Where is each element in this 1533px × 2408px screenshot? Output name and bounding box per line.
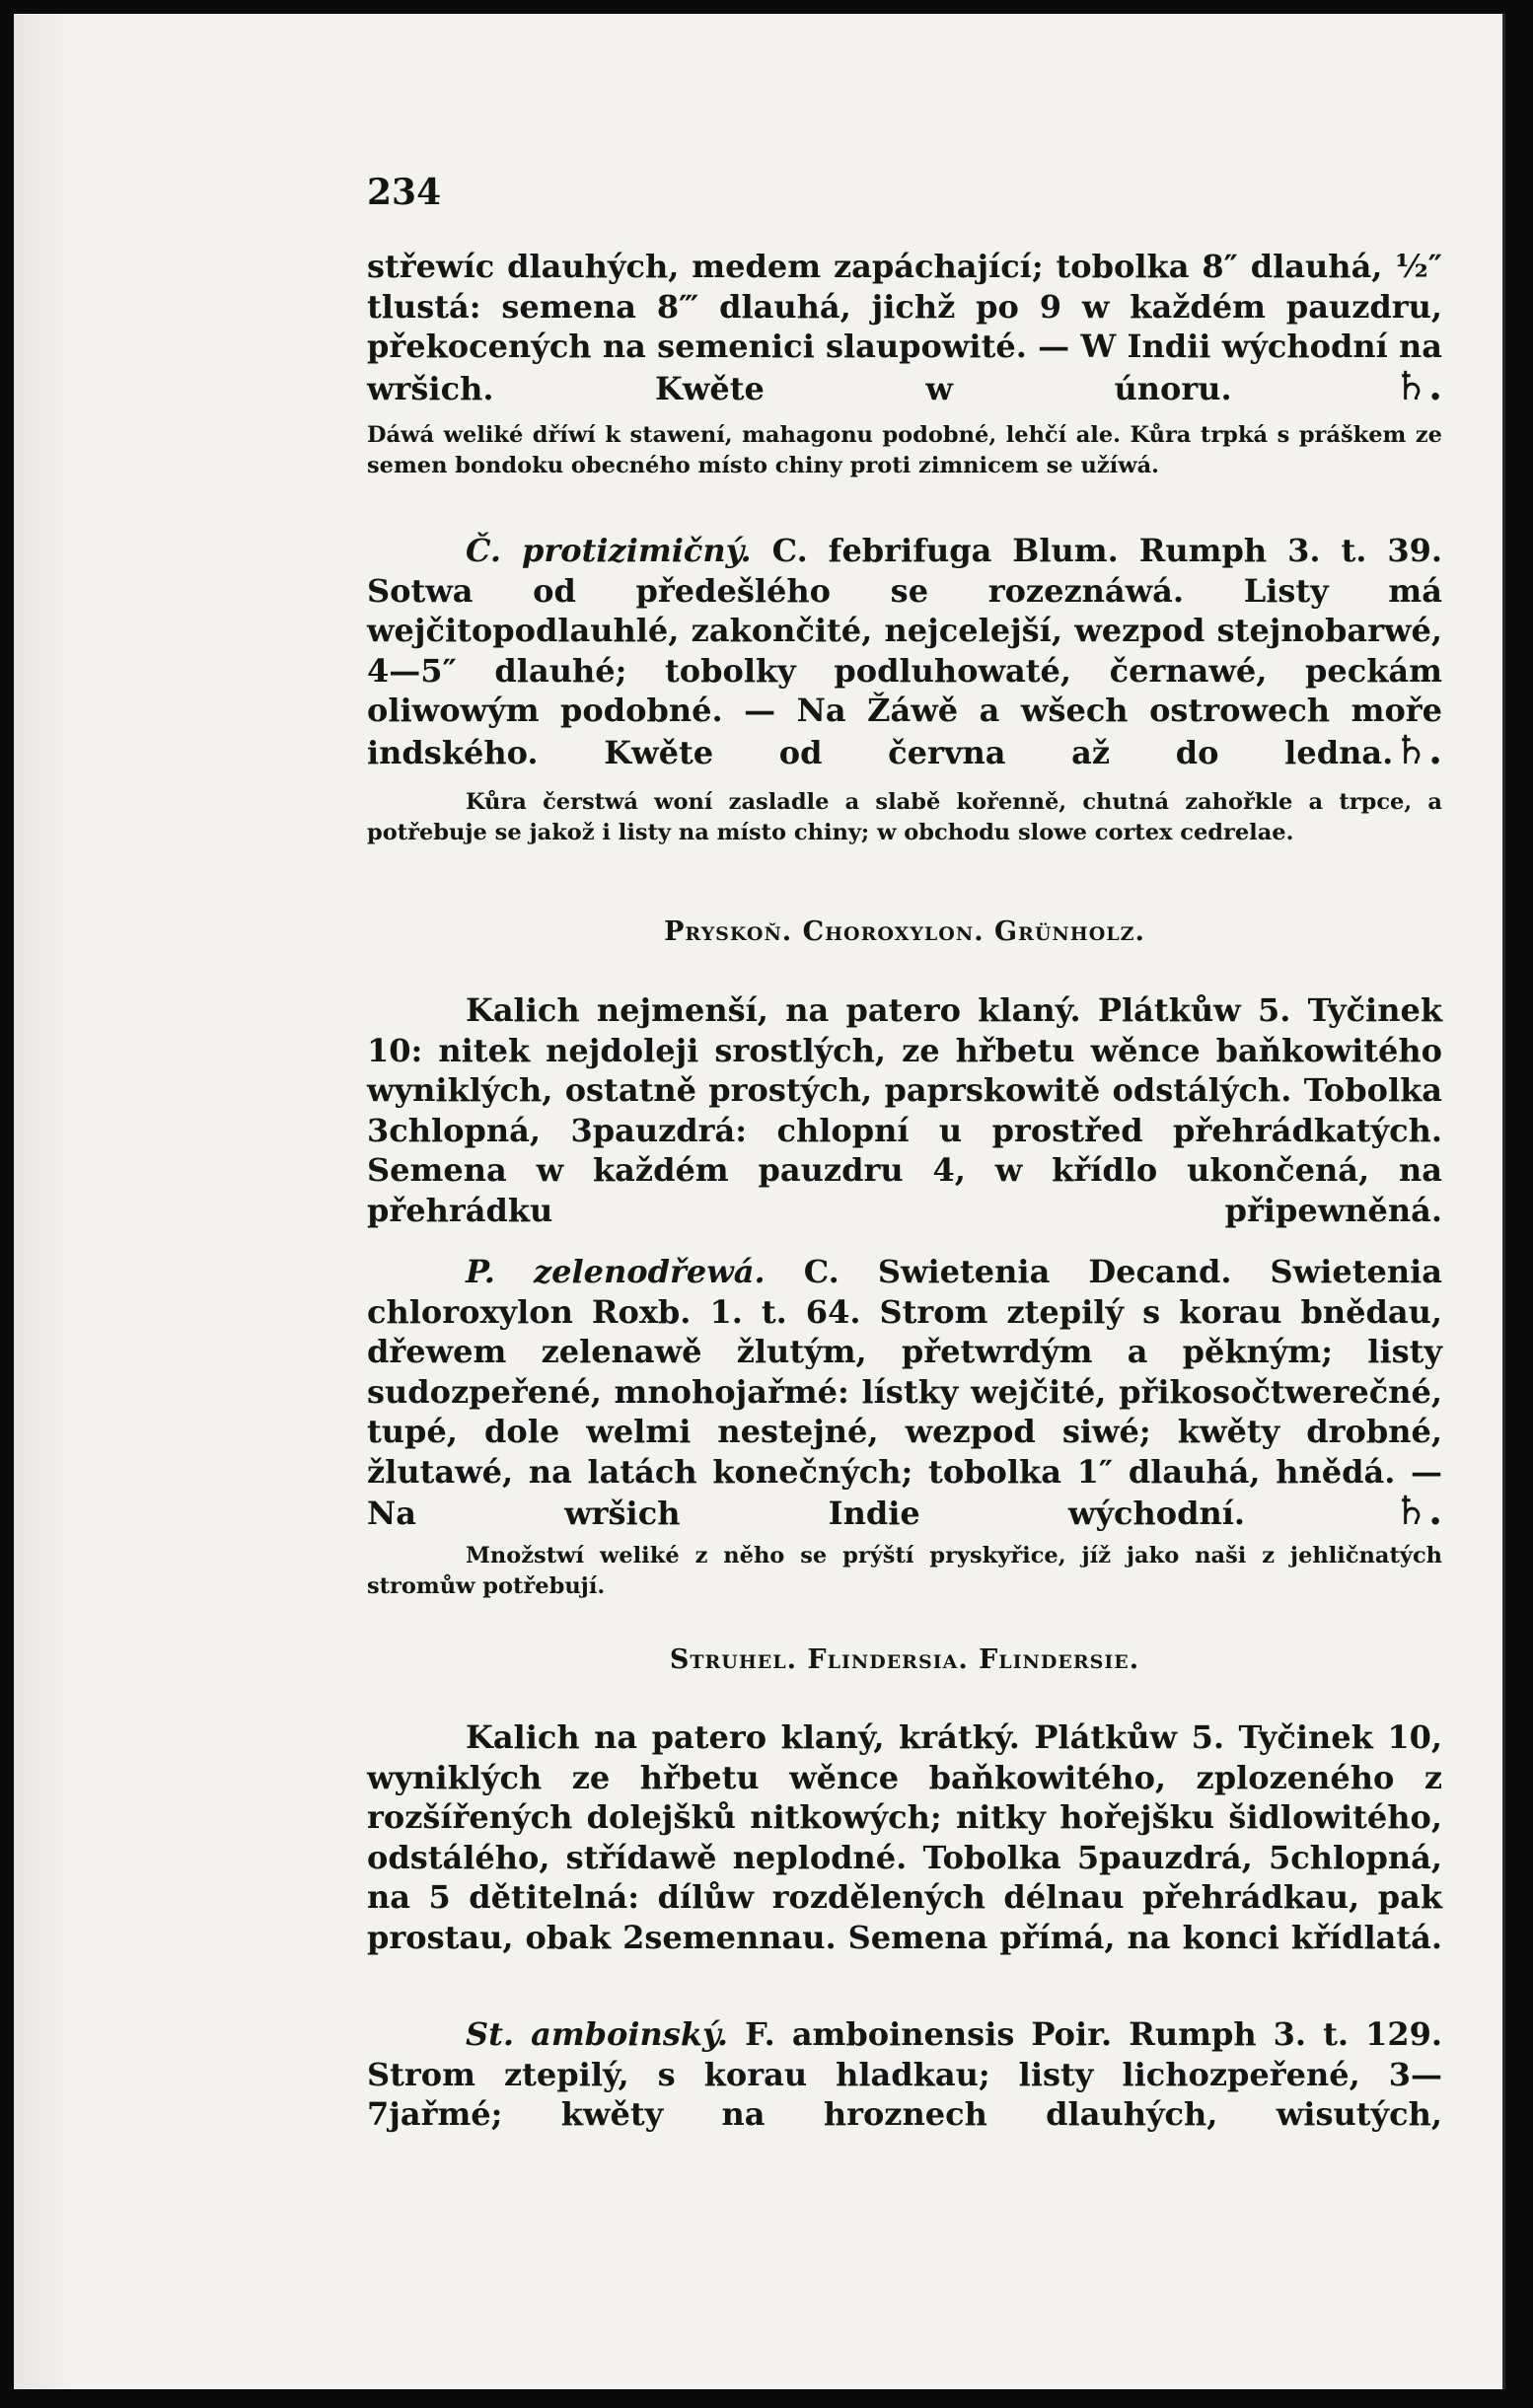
- paragraph-continuation: [367, 247, 1442, 408]
- species-description: C. Swietenia Decand. Swietenia chloroxylon Roxb. 1. t. 64. Strom ztepilý s korau bnědau, dřewem zelenawě žlutým, přetwrdým a pěkným; listy sudozpeřené, mnohojařmé: lístky wejčité, přikosočtwerečné, tupé, dole welmi nestejné, wezpod siwé; kwěty drobné, žlutawé, na latách konečných; tobolka 1″ dlauhá, hnědá. — Na wršich Indie wýchodní.: [367, 1253, 1443, 1532]
- note-pryskyrice: Množstwí weliké z něho se prýští pryskyřice, jíž jako naši z jehličnatých stromůw potřebují.: [367, 1543, 1442, 1599]
- genus-heading-pryskon: Pryskoň. Choroxylon. Grünholz.: [664, 916, 1145, 947]
- species-name: St. amboinský.: [466, 2015, 729, 2053]
- species-entry-amboinsky: [367, 2014, 1442, 2135]
- species-description: F. amboinensis Poir. Rumph 3. t. 129. Strom ztepilý, s korau hladkau; listy lichozpeřené, 3—7jařmé; kwěty na hroznech dlauhých, wisutých,: [367, 2015, 1443, 2133]
- page-edge-shadow: [14, 14, 73, 2389]
- book-page: [14, 14, 1505, 2389]
- note-cortex-cedrelae: Kůra čerstwá woní zasladle a slabě kořenně, chutná zahořkle a trpce, a potřebuje se jakož i listy na místo chiny; w obchodu slowe cortex cedrelae.: [367, 789, 1442, 845]
- species-name: Č. protizimičný.: [466, 532, 752, 569]
- shrub-symbol: ♄.: [1393, 726, 1442, 773]
- shrub-symbol: ♄.: [1393, 1488, 1443, 1534]
- species-entry-zelenodrewa: [367, 1252, 1442, 1534]
- shrub-symbol: ♄.: [1393, 362, 1442, 409]
- paragraph-text: střewíc dlauhých, medem zapáchající; tobolka 8″ dlauhá, ½″ tlustá: semena 8‴ dlauhá, jichž po 9 w každém pauzdru, překocených na semenici slaupowité. — W Indii wýchodní na wršich. Kwěte w únoru.: [367, 248, 1442, 407]
- note-mahagon: Dáwá weliké dříwí k stawení, mahagonu podobné, lehčí ale. Kůra trpká s práškem ze semen bondoku obecného místo chiny proti zimnicem se užíwá.: [367, 422, 1442, 478]
- page-number: 234: [367, 172, 442, 213]
- species-entry-protizimicny: [367, 531, 1442, 772]
- genus-description-pryskon: Kalich nejmenší, na patero klaný. Plátkůw 5. Tyčinek 10: nitek nejdoleji srostlých, ze hřbetu wěnce baňkowitého wyniklých, ostatně prostých, paprskowitě odstálých. Tobolka 3chlopná, 3pauzdrá: chlopní u prostřed přehrádkatých. Semena w každém pauzdru 4, w křídlo ukončená, na přehrádku připewněná.: [367, 991, 1442, 1229]
- genus-description-struhel: Kalich na patero klaný, krátký. Plátkůw 5. Tyčinek 10, wyniklých ze hřbetu wěnce baňkowitého, zplozeného z rozšířených dolejšků nitkowých; nitky hořejšku šidlowitého, odstálého, střídawě neplodné. Tobolka 5pauzdrá, 5chlopná, na 5 dětitelná: dílůw rozdělených délnau přehrádkau, pak prostau, obak 2semennau. Semena přímá, na konci křídlatá.: [367, 1718, 1442, 1956]
- species-description: C. febrifuga Blum. Rumph 3. t. 39. Sotwa od předešlého se rozeznáwá. Listy má wejčitopodlauhlé, zakončité, nejcelejší, wezpod stejnobarwé, 4—5″ dlauhé; tobolky podluhowaté, černawé, peckám oliwowým podobné. — Na Žáwě a wšech ostrowech moře indského. Kwěte od června až do ledna.: [367, 532, 1442, 771]
- genus-heading-struhel: Struhel. Flindersia. Flindersie.: [669, 1644, 1140, 1675]
- species-name: P. zelenodřewá.: [466, 1253, 766, 1290]
